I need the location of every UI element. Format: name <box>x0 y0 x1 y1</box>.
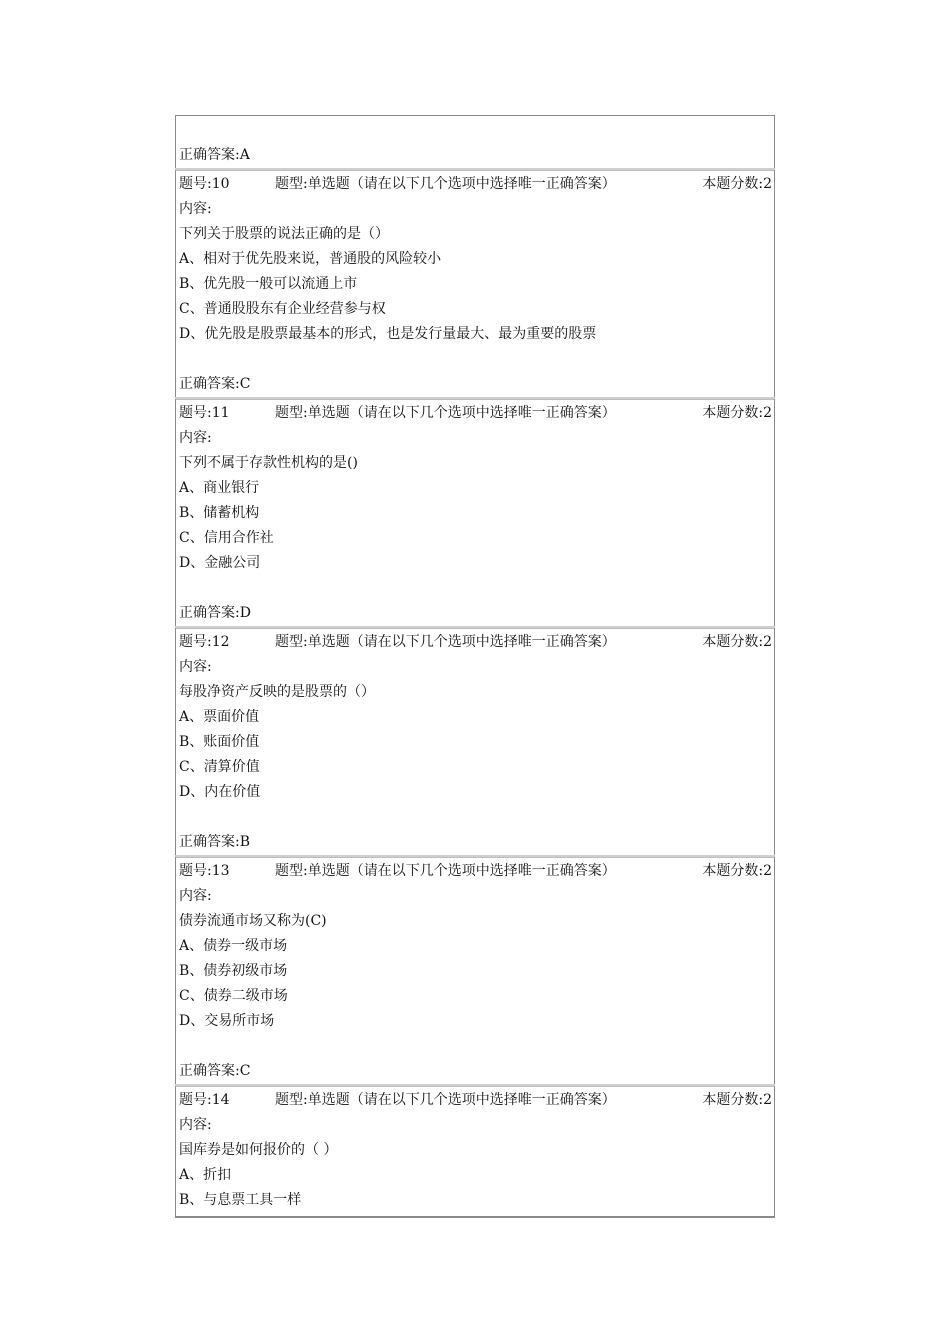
option-b: B、储蓄机构 <box>179 505 260 521</box>
question-block <box>175 627 775 856</box>
question-number: 题号:13 <box>179 863 230 879</box>
answer-line: 正确答案:A <box>179 147 250 163</box>
question-score: 本题分数:2 <box>702 405 772 421</box>
option-d: D、优先股是股票最基本的形式，也是发行量最大、最为重要的股票 <box>179 326 597 342</box>
question-type: 题型:单选题（请在以下几个选项中选择唯一正确答案） <box>275 863 616 879</box>
question-type: 题型:单选题（请在以下几个选项中选择唯一正确答案） <box>275 1092 616 1108</box>
blank-line <box>179 805 774 830</box>
option-d: D、内在价值 <box>179 784 261 800</box>
question-type: 题型:单选题（请在以下几个选项中选择唯一正确答案） <box>275 634 616 650</box>
question-type: 题型:单选题（请在以下几个选项中选择唯一正确答案） <box>275 176 616 192</box>
option-a: A、折扣 <box>179 1167 232 1183</box>
exam-sheet <box>175 115 775 1218</box>
content-label: 内容: <box>179 659 212 675</box>
question-score: 本题分数:2 <box>702 634 772 650</box>
answer-line: 正确答案:B <box>179 834 251 850</box>
question-score: 本题分数:2 <box>702 1092 772 1108</box>
content-label: 内容: <box>179 888 212 904</box>
option-d: D、金融公司 <box>179 555 261 571</box>
question-number: 题号:11 <box>179 405 230 421</box>
question-number: 题号:12 <box>179 634 230 650</box>
question-header <box>179 401 774 426</box>
option-c: C、信用合作社 <box>179 530 274 546</box>
question-type: 题型:单选题（请在以下几个选项中选择唯一正确答案） <box>275 405 616 421</box>
blank-line <box>179 576 774 601</box>
blank-area <box>179 117 774 143</box>
question-header <box>179 172 774 197</box>
question-text: 债券流通市场又称为(C) <box>179 913 327 929</box>
question-text: 下列不属于存款性机构的是() <box>179 455 358 471</box>
question-text: 下列关于股票的说法正确的是（） <box>179 226 389 242</box>
content-label: 内容: <box>179 201 212 217</box>
content-label: 内容: <box>179 1117 212 1133</box>
option-a: A、票面价值 <box>179 709 260 725</box>
question-block <box>175 169 775 398</box>
question-header <box>179 859 774 884</box>
answer-line: 正确答案:C <box>179 376 251 392</box>
question-score: 本题分数:2 <box>702 176 772 192</box>
question-block <box>175 856 775 1085</box>
option-a: A、相对于优先股来说，普通股的风险较小 <box>179 251 442 267</box>
option-c: C、普通股股东有企业经营参与权 <box>179 301 386 317</box>
content-label: 内容: <box>179 430 212 446</box>
block-end <box>179 1213 774 1216</box>
question-block <box>175 1085 775 1218</box>
previous-question-tail <box>175 115 775 169</box>
question-number: 题号:14 <box>179 1092 230 1108</box>
question-number: 题号:10 <box>179 176 230 192</box>
question-block <box>175 398 775 627</box>
question-score: 本题分数:2 <box>702 863 772 879</box>
question-header <box>179 630 774 655</box>
question-text: 国库券是如何报价的（ ） <box>179 1142 338 1158</box>
option-b: B、优先股一般可以流通上市 <box>179 276 358 292</box>
blank-line <box>179 1034 774 1059</box>
option-a: A、债券一级市场 <box>179 938 288 954</box>
answer-line: 正确答案:D <box>179 605 251 621</box>
question-text: 每股净资产反映的是股票的（） <box>179 684 375 700</box>
option-c: C、清算价值 <box>179 759 260 775</box>
option-b: B、账面价值 <box>179 734 260 750</box>
option-a: A、商业银行 <box>179 480 260 496</box>
blank-line <box>179 347 774 372</box>
question-header <box>179 1088 774 1113</box>
option-b: B、与息票工具一样 <box>179 1192 302 1208</box>
option-b: B、债券初级市场 <box>179 963 288 979</box>
option-c: C、债券二级市场 <box>179 988 288 1004</box>
option-d: D、交易所市场 <box>179 1013 275 1029</box>
answer-line: 正确答案:C <box>179 1063 251 1079</box>
